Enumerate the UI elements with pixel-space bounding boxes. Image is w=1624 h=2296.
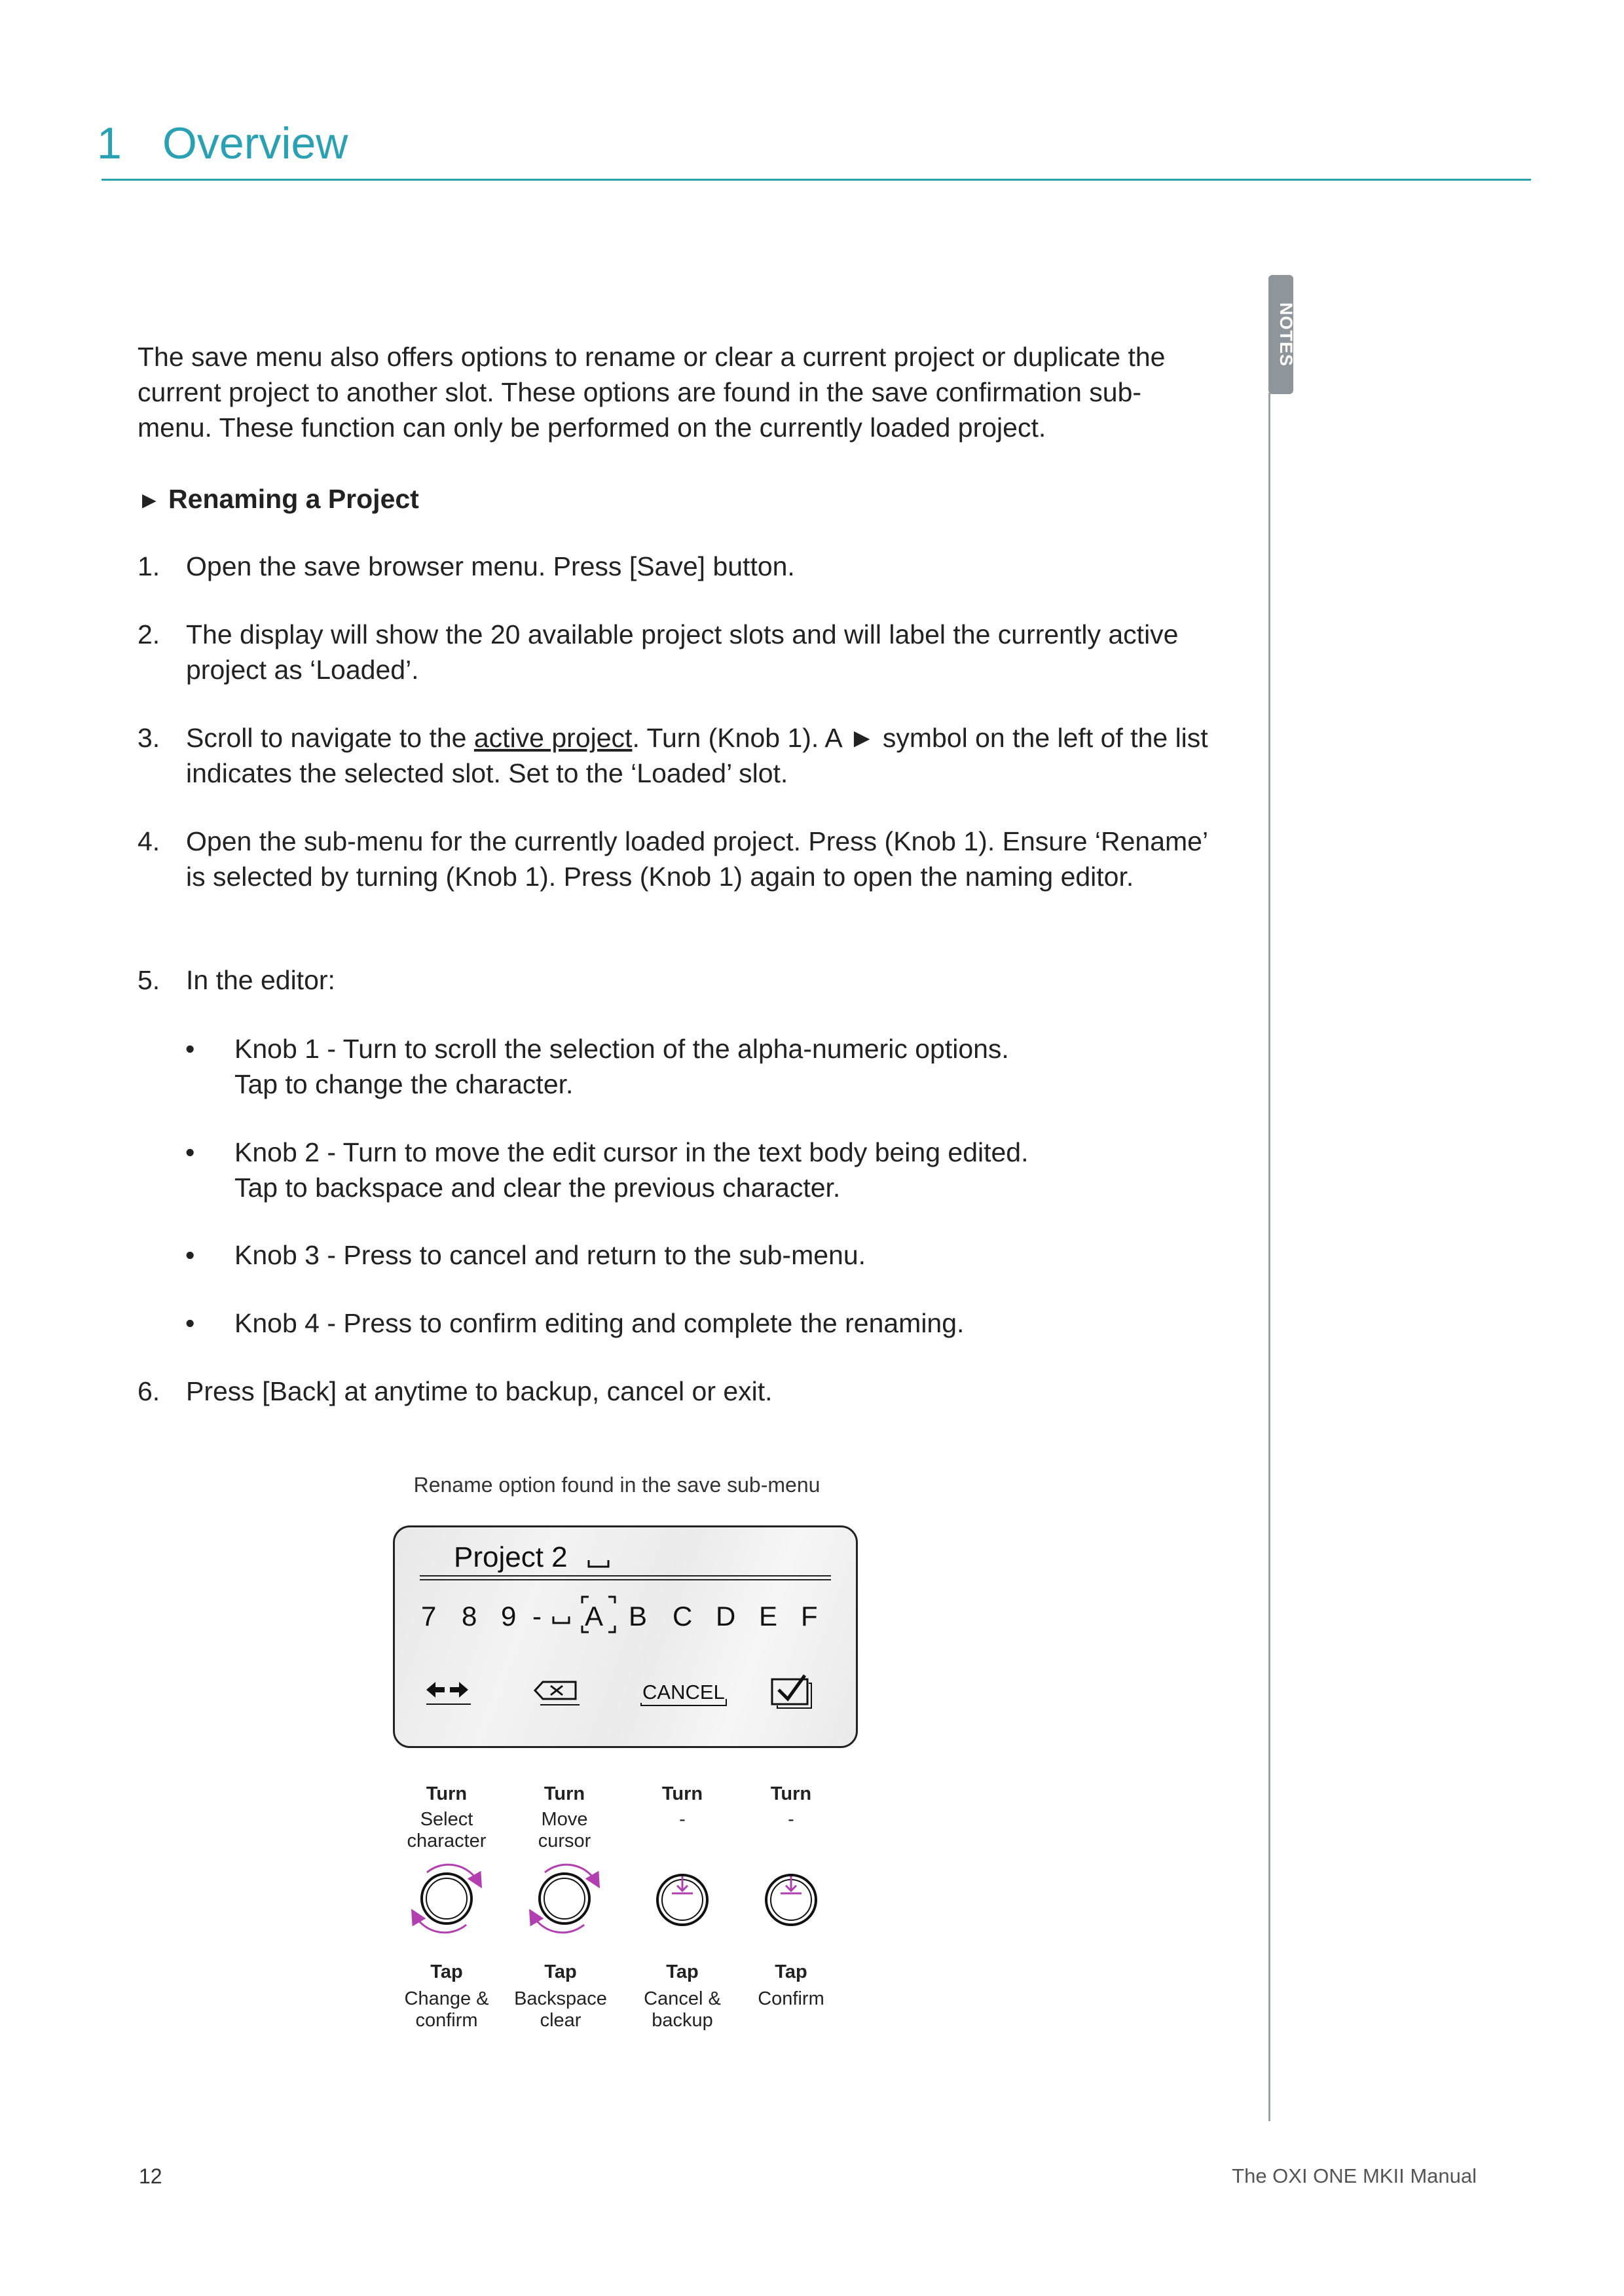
lcd-screen bbox=[395, 1527, 856, 1746]
confirm-check-icon bbox=[772, 1675, 811, 1708]
char-selected: A bbox=[585, 1601, 604, 1631]
tap-desc: Confirm bbox=[758, 1988, 824, 2009]
char-row bbox=[421, 1601, 818, 1631]
cancel-label: CANCEL bbox=[642, 1681, 725, 1704]
turn-label: Turn bbox=[770, 1783, 812, 1804]
bullet-dot: • bbox=[185, 1034, 195, 1064]
rotate-knob-icon[interactable] bbox=[415, 1865, 478, 1933]
header-divider bbox=[101, 179, 1531, 181]
tap-column-1 bbox=[381, 1961, 512, 2032]
turn-desc: cursor bbox=[538, 1831, 591, 1851]
step-text: Open the save browser menu. Press [Save] button. bbox=[186, 551, 795, 581]
tap-desc: Change & bbox=[404, 1988, 489, 2009]
knob-column-4 bbox=[726, 1783, 857, 1831]
step-text-pre: Scroll to navigate to the bbox=[186, 723, 474, 753]
step-text: The display will show the 20 available project slots and will label the currently active project as ‘Loaded’. bbox=[186, 619, 1179, 685]
chapter-number: 1 bbox=[97, 118, 122, 168]
move-cursor-icon bbox=[426, 1682, 471, 1704]
bullet-line-1: Knob 3 - Press to cancel and return to the sub-menu. bbox=[234, 1240, 866, 1270]
tap-column-4 bbox=[726, 1961, 857, 2010]
turn-desc: Move bbox=[541, 1809, 588, 1830]
bullet-dot: • bbox=[185, 1137, 195, 1167]
char: B bbox=[629, 1601, 648, 1631]
name-cursor-icon bbox=[589, 1560, 608, 1567]
bullet-text bbox=[234, 1135, 1164, 1205]
step-text: In the editor: bbox=[186, 965, 335, 995]
bullet-dot: • bbox=[185, 1240, 195, 1270]
char: 8 bbox=[462, 1601, 477, 1631]
bullet-line-1: Knob 1 - Turn to scroll the selection of the alpha-numeric options. bbox=[234, 1034, 1009, 1064]
step-number: 5. bbox=[138, 965, 160, 995]
turn-label: Turn bbox=[426, 1783, 468, 1804]
space-char-icon bbox=[553, 1616, 569, 1623]
tap-desc: Cancel & bbox=[644, 1988, 721, 2009]
press-knob-icon[interactable] bbox=[766, 1875, 816, 1925]
char: 7 bbox=[421, 1601, 437, 1631]
bullet-dot: • bbox=[185, 1308, 195, 1338]
manual-title: The OXI ONE MKII Manual bbox=[1232, 2164, 1477, 2187]
tap-label: Tap bbox=[775, 1961, 807, 1982]
char: 9 bbox=[501, 1601, 517, 1631]
subheading-text: Renaming a Project bbox=[168, 484, 419, 514]
page-number: 12 bbox=[139, 2164, 162, 2188]
tap-desc: backup bbox=[652, 2010, 713, 2031]
bullet-text bbox=[234, 1031, 1164, 1102]
tap-desc: confirm bbox=[415, 2010, 478, 2031]
turn-desc: character bbox=[407, 1831, 487, 1851]
step-number: 1. bbox=[138, 551, 160, 581]
turn-desc: Select bbox=[420, 1809, 473, 1830]
step-text: Open the sub-menu for the currently loaded project. Press (Knob 1). Ensure ‘Rename’ is selected by turning (Knob 1). Press (Knob 1) again to open the naming editor. bbox=[186, 826, 1208, 892]
step-text: Press [Back] at anytime to backup, cancel or exit. bbox=[186, 1376, 773, 1406]
notes-margin-line bbox=[1268, 393, 1270, 2121]
section-subheading bbox=[138, 481, 419, 518]
char: - bbox=[532, 1601, 542, 1631]
step-number: 6. bbox=[138, 1376, 160, 1406]
knob-column-1 bbox=[381, 1783, 512, 1852]
rotate-knob-icon[interactable] bbox=[533, 1865, 596, 1933]
figure-caption: Rename option found in the save sub-menu bbox=[413, 1473, 821, 1497]
step-number: 4. bbox=[138, 826, 160, 856]
lcd-display bbox=[393, 1525, 858, 1748]
turn-desc: - bbox=[679, 1809, 686, 1830]
tap-desc: Backspace bbox=[514, 1988, 607, 2009]
chapter-header bbox=[97, 118, 348, 169]
tap-label: Tap bbox=[666, 1961, 699, 1982]
bullet-line-2: Tap to backspace and clear the previous character. bbox=[234, 1173, 841, 1203]
tap-desc: clear bbox=[540, 2010, 581, 2031]
triangle-bullet-icon: ► bbox=[138, 486, 161, 513]
char: F bbox=[801, 1601, 818, 1631]
char: C bbox=[673, 1601, 693, 1631]
turn-desc: - bbox=[788, 1809, 794, 1830]
turn-label: Turn bbox=[661, 1783, 703, 1804]
tap-column-2 bbox=[495, 1961, 626, 2032]
backspace-icon bbox=[535, 1682, 580, 1705]
project-name: Project 2 bbox=[454, 1541, 568, 1573]
chapter-title: Overview bbox=[162, 118, 348, 168]
intro-paragraph: The save menu also offers options to rename or clear a current project or duplicate the current project to another slot. These options are found in the save confirmation sub-menu. These function can only be performed on the currently loaded project. bbox=[138, 342, 1166, 443]
char: D bbox=[716, 1601, 736, 1631]
step-number: 2. bbox=[138, 619, 160, 649]
bullet-line-1: Knob 2 - Turn to move the edit cursor in the text body being edited. bbox=[234, 1137, 1029, 1167]
step-text-post: . Turn (Knob 1). A ► symbol on the left of the list indicates the selected slot. Set to the ‘Loaded’ slot. bbox=[186, 723, 1208, 788]
notes-label: NOTES bbox=[1276, 302, 1296, 367]
step-number: 3. bbox=[138, 723, 160, 753]
press-knob-icon[interactable] bbox=[657, 1875, 707, 1925]
tap-label: Tap bbox=[544, 1961, 577, 1982]
tap-label: Tap bbox=[430, 1961, 463, 1982]
char: E bbox=[759, 1601, 778, 1631]
knob-row bbox=[393, 1853, 982, 1944]
knob-column-2 bbox=[499, 1783, 630, 1852]
bullet-line-1: Knob 4 - Press to confirm editing and complete the renaming. bbox=[234, 1308, 965, 1338]
step-text bbox=[186, 720, 1221, 791]
active-project-link[interactable]: active project bbox=[473, 723, 633, 753]
turn-label: Turn bbox=[544, 1783, 585, 1804]
bullet-line-2: Tap to change the character. bbox=[234, 1069, 574, 1099]
